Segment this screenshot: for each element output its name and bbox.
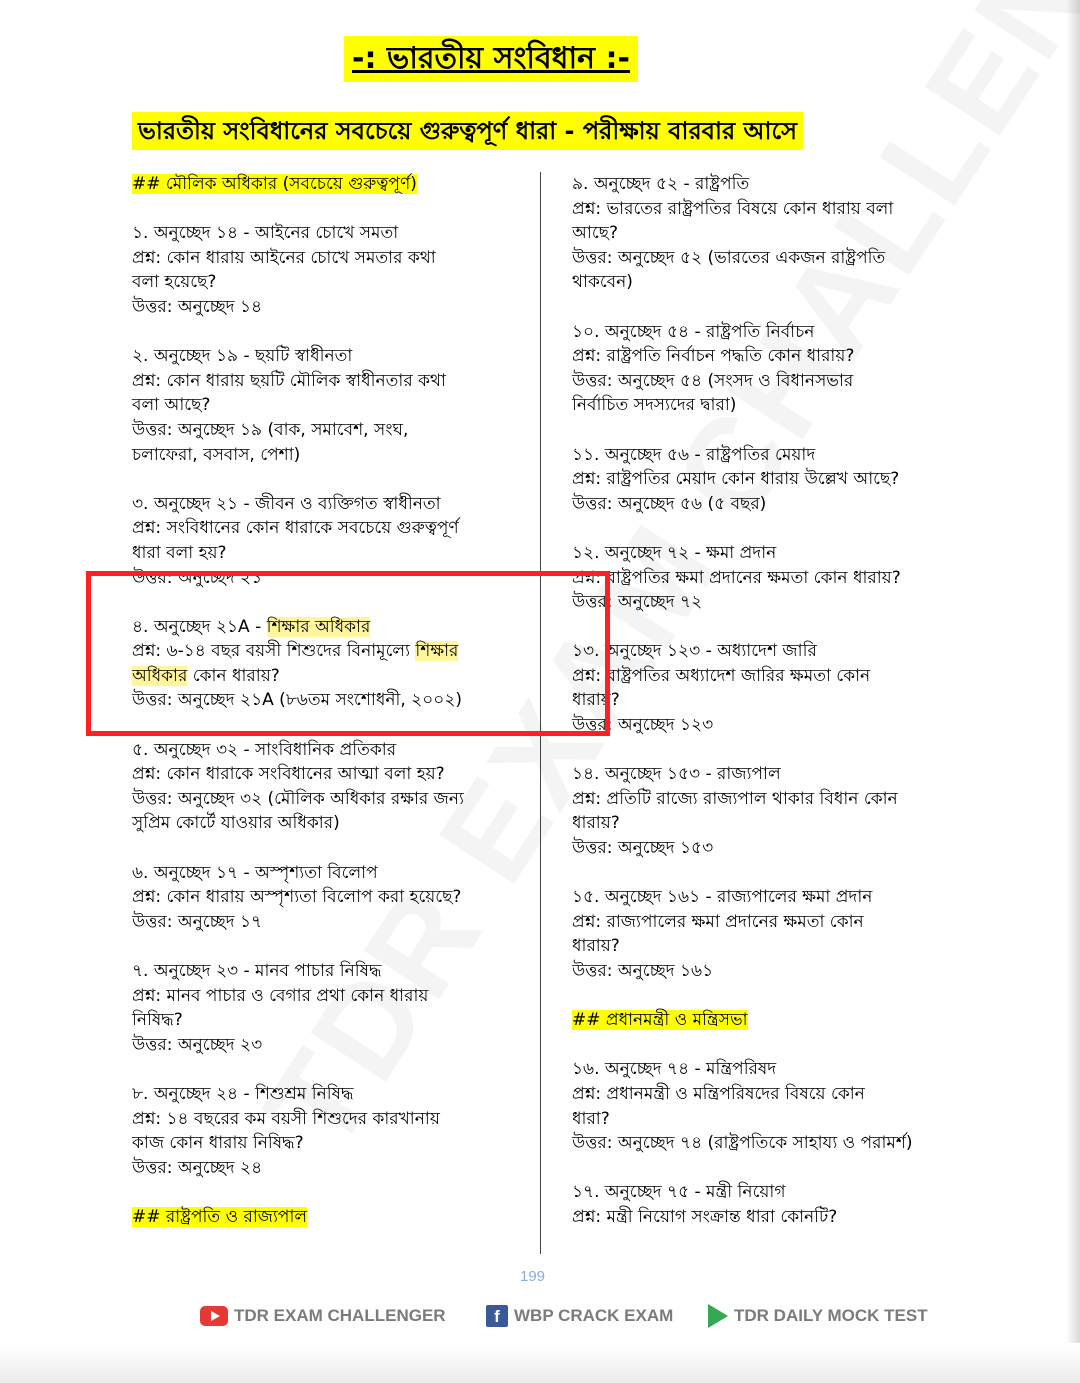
article-question: প্রশ্ন: ভারতের রাষ্ট্রপতির বিষয়ে কোন ধারায় বলা (572, 198, 894, 219)
section-heading-text: ## মৌলিক অধিকার (সবচেয়ে গুরুত্বপূর্ণ) (132, 174, 417, 194)
article-item (132, 738, 517, 836)
section-heading-text: ## রাষ্ট্রপতি ও রাজ্যপাল (132, 1206, 308, 1227)
article-question: প্রশ্ন: কোন ধারায় ছয়টি মৌলিক স্বাধীনতার কথা (132, 370, 446, 391)
article-question: প্রশ্ন: প্রধানমন্ত্রী ও মন্ত্রিপরিষদের বিষয়ে কোন (572, 1083, 865, 1104)
article-answer: উত্তর: অনুচ্ছেদ ৫২ (ভারতের একজন রাষ্ট্রপতি (572, 247, 886, 268)
article-item (572, 1180, 952, 1229)
article-question-cont: কাজ কোন ধারায় নিষিদ্ধ? (132, 1133, 304, 1154)
page-title: -: ভারতীয় সংবিধান :- (344, 36, 638, 82)
article-item (132, 861, 517, 935)
article-item (572, 639, 952, 737)
article-question: প্রশ্ন: কোন ধারায় অস্পৃশ্যতা বিলোপ করা হয়েছে? (132, 887, 462, 908)
highlight-annotation-box (86, 571, 610, 736)
page-subtitle: ভারতীয় সংবিধানের সবচেয়ে গুরুত্বপূর্ণ ধারা - পরীক্ষায় বারবার আসে (132, 112, 803, 150)
article-title: ১২. অনুচ্ছেদ ৭২ - ক্ষমা প্রদান (572, 542, 777, 563)
highlighted-term: শিক্ষার (415, 641, 459, 662)
article-question: প্রশ্ন: কোন ধারাকে সংবিধানের আত্মা বলা হয়? (132, 764, 445, 785)
article-answer: উত্তর: অনুচ্ছেদ ৩২ (মৌলিক অধিকার রক্ষার জন্য (132, 788, 464, 809)
article-answer-cont: নির্বাচিত সদস্যদের দ্বারা) (572, 395, 737, 416)
section-heading (132, 172, 517, 197)
article-question-cont: ধারায়? (572, 936, 620, 957)
article-item (132, 959, 517, 1057)
article-answer-cont: থাকবেন) (572, 272, 633, 293)
article-title: ১৭. অনুচ্ছেদ ৭৫ - মন্ত্রী নিয়োগ (572, 1182, 786, 1203)
article-answer: উত্তর: অনুচ্ছেদ ৭৪ (রাষ্ট্রপতিকে সাহায্য ও পরামর্শ) (572, 1133, 913, 1154)
page-bottom-shade (0, 1343, 1080, 1383)
article-title: ৭. অনুচ্ছেদ ২৩ - মানব পাচার নিষিদ্ধ (132, 961, 382, 981)
article-answer: উত্তর: অনুচ্ছেদ ১৫৩ (572, 838, 714, 859)
article-question-prefix: প্রশ্ন: ৬-১৪ বছর বয়সী শিশুদের বিনামূল্যে (132, 641, 416, 662)
article-question: প্রশ্ন: মন্ত্রী নিয়োগ সংক্রান্ত ধারা কোনটি? (572, 1206, 838, 1227)
footer-label: WBP CRACK EXAM (514, 1306, 674, 1325)
article-title: ৩. অনুচ্ছেদ ২১ - জীবন ও ব্যক্তিগত স্বাধীনতা (132, 493, 441, 514)
article-item (132, 1082, 517, 1180)
footer-google-play[interactable] (708, 1296, 928, 1336)
section-heading (572, 1008, 952, 1033)
google-play-icon (708, 1304, 728, 1328)
article-item (572, 443, 952, 517)
article-title: ২. অনুচ্ছেদ ১৯ - ছয়টি স্বাধীনতা (132, 346, 353, 367)
article-answer: উত্তর: অনুচ্ছেদ ১৬১ (572, 961, 714, 981)
article-answer: উত্তর: অনুচ্ছেদ ১২৩ (572, 715, 714, 736)
article-title: ১০. অনুচ্ছেদ ৫৪ - রাষ্ট্রপতি নির্বাচন (572, 321, 815, 342)
article-title: ৯. অনুচ্ছেদ ৫২ - রাষ্ট্রপতি (572, 174, 750, 194)
article-answer: উত্তর: অনুচ্ছেদ ৭২ (572, 592, 703, 613)
article-answer: উত্তর: অনুচ্ছেদ ১৯ (বাক, সমাবেশ, সংঘ, (132, 419, 409, 440)
page-number: 199 (520, 1268, 546, 1285)
article-item (572, 172, 952, 295)
article-question: প্রশ্ন: কোন ধারায় আইনের চোখে সমতার কথা (132, 247, 436, 268)
article-title: ৬. অনুচ্ছেদ ১৭ - অস্পৃশ্যতা বিলোপ (132, 862, 378, 883)
article-answer-cont: সুপ্রিম কোর্টে যাওয়ার অধিকার) (132, 813, 340, 834)
article-answer: উত্তর: অনুচ্ছেদ ৫৪ (সংসদ ও বিধানসভার (572, 370, 854, 391)
article-question: প্রশ্ন: রাষ্ট্রপতির অধ্যাদেশ জারির ক্ষমতা কোন (572, 665, 871, 686)
article-title: ১. অনুচ্ছেদ ১৪ - আইনের চোখে সমতা (132, 223, 399, 244)
highlighted-term: শিক্ষার অধিকার (266, 616, 371, 637)
article-question: প্রশ্ন: সংবিধানের কোন ধারাকে সবচেয়ে গুরুত্বপূর্ণ (132, 518, 459, 539)
article-question: প্রশ্ন: রাষ্ট্রপতির মেয়াদ কোন ধারায় উল্লেখ আছে? (572, 469, 900, 490)
article-title: ১৩. অনুচ্ছেদ ১২৩ - অধ্যাদেশ জারি (572, 641, 817, 662)
facebook-icon: f (486, 1305, 508, 1327)
article-question: প্রশ্ন: রাজ্যপালের ক্ষমা প্রদানের ক্ষমতা কোন (572, 911, 864, 932)
article-question-cont: নিষিদ্ধ? (132, 1010, 183, 1031)
footer-youtube[interactable] (200, 1296, 446, 1336)
article-question-cont: বলা হয়েছে? (132, 272, 217, 293)
article-title: ১৬. অনুচ্ছেদ ৭৪ - মন্ত্রিপরিষদ (572, 1059, 777, 1080)
article-item (132, 344, 517, 467)
article-item (572, 320, 952, 418)
article-question: প্রশ্ন: প্রতিটি রাজ্যে রাজ্যপাল থাকার বিধান কোন (572, 788, 898, 809)
article-question-cont: বলা আছে? (132, 395, 211, 416)
article-title: ৫. অনুচ্ছেদ ৩২ - সাংবিধানিক প্রতিকার (132, 739, 397, 760)
right-column (572, 172, 952, 1254)
article-item (572, 1057, 952, 1155)
article-title: ১৪. অনুচ্ছেদ ১৫৩ - রাজ্যপাল (572, 764, 781, 785)
article-answer: উত্তর: অনুচ্ছেদ ১৪ (132, 296, 263, 317)
footer-label: TDR EXAM CHALLENGER (234, 1306, 446, 1325)
youtube-icon (200, 1306, 228, 1326)
article-title: ৮. অনুচ্ছেদ ২৪ - শিশুশ্রম নিষিদ্ধ (132, 1083, 354, 1104)
article-item (572, 885, 952, 983)
page-edge-shadow (1066, 0, 1080, 1383)
article-question: প্রশ্ন: রাষ্ট্রপতির ক্ষমা প্রদানের ক্ষমতা কোন ধারায়? (572, 567, 901, 588)
article-title: ১৫. অনুচ্ছেদ ১৬১ - রাজ্যপালের ক্ষমা প্রদান (572, 887, 873, 908)
article-question-cont: ধারায়? (572, 690, 620, 711)
article-question: প্রশ্ন: রাষ্ট্রপতি নির্বাচন পদ্ধতি কোন ধারায়? (572, 346, 855, 367)
article-question-cont: ধারা? (572, 1108, 610, 1129)
article-question: প্রশ্ন: মানব পাচার ও বেগার প্রথা কোন ধারায় (132, 985, 429, 1006)
article-title: ১১. অনুচ্ছেদ ৫৬ - রাষ্ট্রপতির মেয়াদ (572, 444, 816, 465)
article-answer: উত্তর: অনুচ্ছেদ ২৩ (132, 1034, 263, 1055)
article-item (572, 762, 952, 860)
article-question: প্রশ্ন: ১৪ বছরের কম বয়সী শিশুদের কারখানায় (132, 1108, 440, 1129)
article-item (132, 221, 517, 319)
article-question-cont: আছে? (572, 223, 618, 244)
article-answer: উত্তর: অনুচ্ছেদ ৫৬ (৫ বছর) (572, 493, 767, 514)
section-heading (132, 1205, 517, 1230)
footer-label: TDR DAILY MOCK TEST (734, 1306, 928, 1325)
article-question-cont: ধারা বলা হয়? (132, 542, 227, 563)
footer-facebook[interactable] (486, 1296, 673, 1336)
article-question-cont: ধারায়? (572, 813, 620, 834)
article-title-prefix: ৪. অনুচ্ছেদ ২১A - (132, 616, 267, 637)
section-heading-text: ## প্রধানমন্ত্রী ও মন্ত্রিসভা (572, 1010, 748, 1031)
article-item (572, 541, 952, 615)
article-answer: উত্তর: অনুচ্ছেদ ২১A (৮৬তম সংশোধনী, ২০০২) (132, 690, 463, 711)
article-answer-cont: চলাফেরা, বসবাস, পেশা) (132, 444, 301, 465)
highlighted-term: অধিকার (132, 665, 188, 686)
article-question-suffix: কোন ধারায়? (192, 665, 280, 686)
article-answer: উত্তর: অনুচ্ছেদ ২১ (132, 567, 263, 588)
article-answer: উত্তর: অনুচ্ছেদ ১৭ (132, 911, 263, 932)
article-answer: উত্তর: অনুচ্ছেদ ২৪ (132, 1157, 263, 1178)
